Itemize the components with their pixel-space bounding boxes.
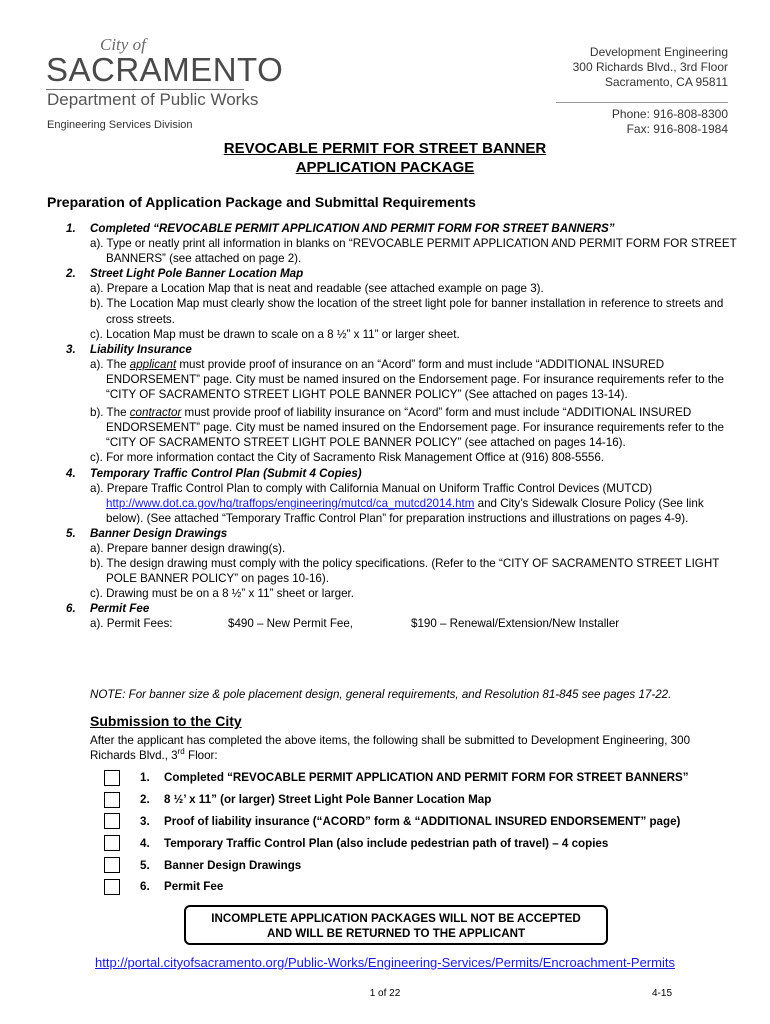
revision-date: 4-15 xyxy=(652,988,673,999)
address-line: Sacramento, CA 95811 xyxy=(604,75,728,89)
checklist-item: 5. Banner Design Drawings xyxy=(104,854,744,876)
checklist-item: 1. Completed “REVOCABLE PERMIT APPLICATION AND PERMIT FORM FOR STREET BANNERS” xyxy=(104,767,744,789)
requirement-heading: 4. Temporary Traffic Control Plan (Submit 4 Copies) xyxy=(66,466,362,480)
checkbox[interactable] xyxy=(104,770,120,786)
checklist-item: 6. Permit Fee xyxy=(104,876,744,898)
submission-heading: Submission to the City xyxy=(90,713,242,729)
logo-city-name: SACRAMENTO xyxy=(46,51,284,88)
fax-number: Fax: 916-808-1984 xyxy=(626,122,728,136)
logo-city-of: City of xyxy=(100,35,146,54)
submission-instructions: After the applicant has completed the above items, the following shall be submitted to Development Engineering, 300 Richards Blvd., 3rd Floor: xyxy=(90,734,691,762)
checklist-item: 4. Temporary Traffic Control Plan (also include pedestrian path of travel) – 4 copies xyxy=(104,832,744,854)
requirements-list xyxy=(60,221,740,632)
office-address xyxy=(573,45,728,90)
checklist-item: 3. Proof of liability insurance (“ACORD” form & “ADDITIONAL INSURED ENDORSEMENT” page) xyxy=(104,811,744,833)
checkbox[interactable] xyxy=(104,835,120,851)
notice-line: INCOMPLETE APPLICATION PACKAGES WILL NOT BE ACCEPTED xyxy=(211,912,581,925)
requirement-heading: 2. Street Light Pole Banner Location Map xyxy=(66,267,304,281)
preparation-heading: Preparation of Application Package and Submittal Requirements xyxy=(47,194,476,210)
requirement-item: a). Prepare banner design drawing(s). b). The design drawing must comply with the policy specifications. (Refer to the “CITY OF SACRAMENTO STREET LIGHT POLE BANNER POLICY” on pages 10-16). c). Drawing must be on a 8 ½” x 11” sheet or larger. xyxy=(90,541,720,601)
title-line: REVOCABLE PERMIT FOR STREET BANNER xyxy=(223,140,547,157)
phone-number: Phone: 916-808-8300 xyxy=(611,107,728,121)
requirement-item: a). The applicant must provide proof of insurance on an “Acord” form and must include “ADDITIONAL INSURED ENDORSEMENT” page. City must be named insured on the Endorsement page. For insurance requirements refer to the “CITY OF SACRAMENTO STREET LIGHT POLE BANNER POLICY” (See attached on pages 13-14). b). The contractor must provide proof of liability insurance on “Acord” form and must include “ADDITIONAL INSURED ENDORSEMENT” page. City must be named insured on the Endorsement page. For insurance requirements refer to the “CITY OF SACRAMENTO STREET LIGHT POLE BANNER POLICY” (see attached on pages 14-16). c). For more information contact the City of Sacramento Risk Management Office at (916) 808-5556. xyxy=(90,357,724,465)
document-title xyxy=(0,139,770,177)
requirement-item: a). Type or neatly print all information in blanks on “REVOCABLE PERMIT APPLICATION AND PERMIT FORM FOR STREET BANNERS” (see attached on page 2). xyxy=(90,237,737,266)
checkbox[interactable] xyxy=(104,813,120,829)
requirement-item: a). Prepare a Location Map that is neat and readable (see attached example on page 3). b). The Location Map must clearly show the location of the street light pole for banner installation in reference to streets and cross streets. c). Location Map must be drawn to scale on a 8 ½” x 11” or larger sheet. xyxy=(90,282,724,341)
requirement-heading: 3. Liability Insurance xyxy=(66,342,192,356)
address-line: Development Engineering xyxy=(589,45,728,59)
design-note: NOTE: For banner size & pole placement design, general requirements, and Resolution 81-845 see pages 17-22. xyxy=(90,688,672,701)
submission-checklist xyxy=(104,767,744,898)
title-line: APPLICATION PACKAGE xyxy=(295,159,475,176)
requirement-item: a). Prepare Traffic Control Plan to comply with California Manual on Uniform Traffic Control Devices (MUTCD) http://www.dot.ca.gov/hq/traffops/engineering/mutcd/ca_mutcd2014.htm and City’s Sidewalk Closure Policy (See link below). (See attached “Temporary Traffic Control Plan” for preparation instructions and illustrations on pages 4-9). xyxy=(90,481,704,525)
division-name: Engineering Services Division xyxy=(47,119,193,131)
contact-numbers xyxy=(612,107,728,137)
permit-fees: a). Permit Fees: $490 – New Permit Fee, $190 – Renewal/Extension/New Installer xyxy=(90,617,620,631)
mutcd-link[interactable]: http://www.dot.ca.gov/hq/traffops/engineering/mutcd/ca_mutcd2014.htm xyxy=(106,496,475,510)
checkbox[interactable] xyxy=(104,792,120,808)
address-divider xyxy=(556,102,728,103)
requirement-heading: 5. Banner Design Drawings xyxy=(66,526,228,540)
requirement-heading: 6. Permit Fee xyxy=(66,602,150,616)
requirement-heading: 1. Completed “REVOCABLE PERMIT APPLICATION AND PERMIT FORM FOR STREET BANNERS” xyxy=(66,222,615,235)
address-line: 300 Richards Blvd., 3rd Floor xyxy=(572,60,728,74)
logo-department: Department of Public Works xyxy=(47,90,259,109)
checklist-item: 2. 8 ½’ x 11” (or larger) Street Light Pole Banner Location Map xyxy=(104,789,744,811)
incomplete-notice-box xyxy=(184,905,608,945)
requirement-item xyxy=(60,616,740,631)
checkbox[interactable] xyxy=(104,857,120,873)
page-number: 1 of 22 xyxy=(369,988,401,999)
permits-portal-link[interactable]: http://portal.cityofsacramento.org/Public-Works/Engineering-Services/Permits/Encroachment-Permits xyxy=(95,955,675,970)
notice-line: AND WILL BE RETURNED TO THE APPLICANT xyxy=(266,927,526,940)
checkbox[interactable] xyxy=(104,879,120,895)
